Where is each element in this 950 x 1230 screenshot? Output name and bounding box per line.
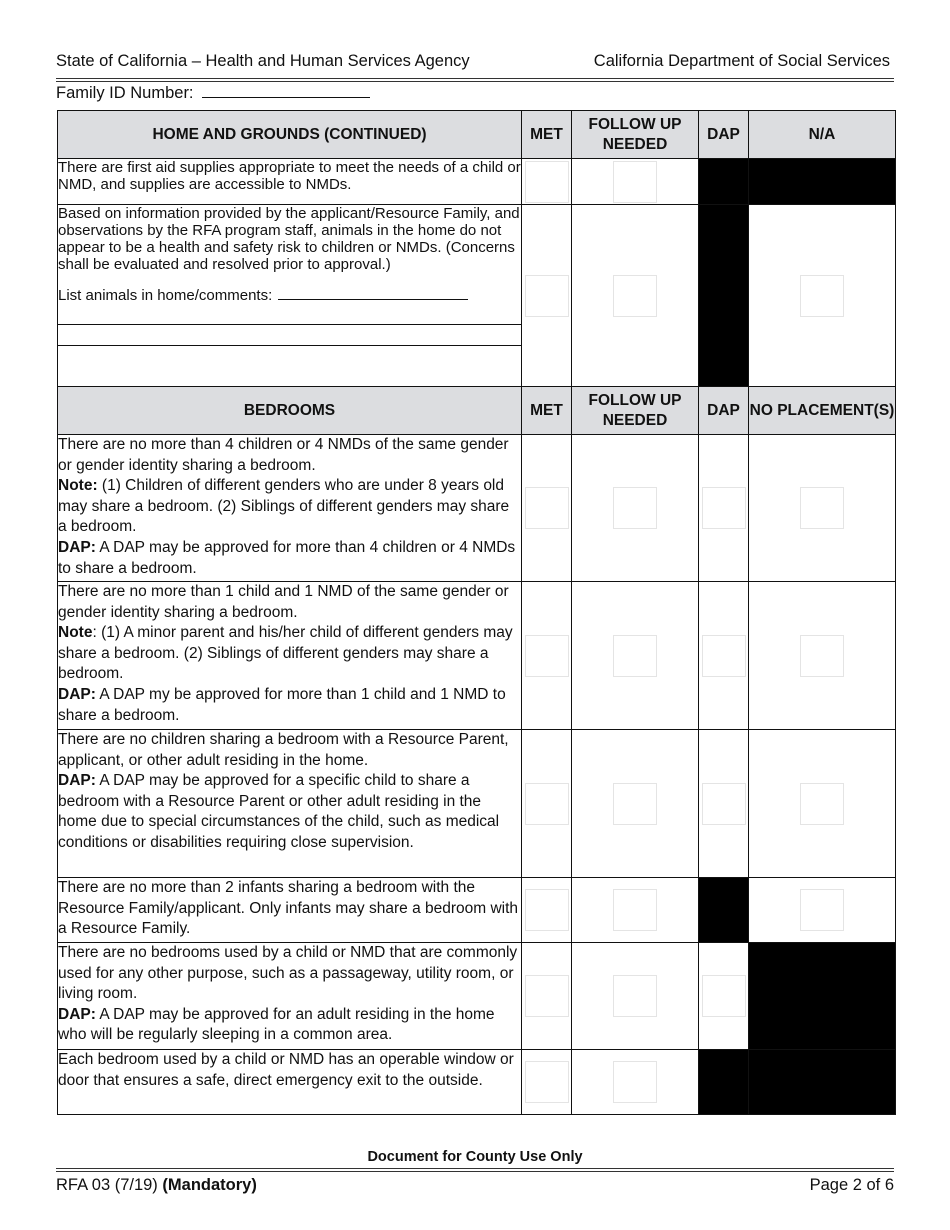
checklist-table	[57, 110, 896, 1115]
met-checkbox[interactable]	[522, 1050, 572, 1115]
header-rule-bottom	[56, 81, 894, 82]
follow-up-checkbox[interactable]	[572, 435, 699, 582]
follow-up-checkbox[interactable]	[572, 943, 699, 1050]
department-name: California Department of Social Services	[593, 52, 890, 70]
table-row	[58, 205, 896, 387]
note-label: Note	[58, 624, 93, 642]
met-checkbox[interactable]	[522, 435, 572, 582]
header-rule-top	[56, 78, 894, 79]
table-row	[58, 159, 896, 205]
requirement-body: There are no children sharing a bedroom with a Resource Parent, applicant, or other adult residing in the home.	[58, 731, 509, 769]
dap-checkbox[interactable]	[699, 943, 749, 1050]
section2-title: BEDROOMS	[58, 387, 522, 435]
requirement-body: There are no bedrooms used by a child or NMD that are commonly used for any other purpose, such as a passageway, utility room, or living room.	[58, 944, 518, 1003]
mandatory-label: (Mandatory)	[162, 1176, 257, 1194]
section1-header-row	[58, 111, 896, 159]
dap-label: DAP:	[58, 538, 96, 556]
page-number: Page 2 of 6	[809, 1176, 894, 1194]
requirement-body: There are no more than 4 children or 4 NMDs of the same gender or gender identity sharing a bedroom.	[58, 436, 509, 474]
follow-up-checkbox[interactable]	[572, 878, 699, 943]
table-row	[58, 878, 896, 943]
table-row	[58, 582, 896, 730]
note-text: : (1) A minor parent and his/her child of different genders may share a bedroom. (2) Siblings of different genders may share a bedroom.	[58, 624, 513, 683]
requirement-text	[58, 205, 522, 387]
col-met: MET	[522, 111, 572, 159]
footer-rule-top	[56, 1168, 894, 1169]
follow-up-checkbox[interactable]	[572, 205, 699, 387]
col-follow-up: FOLLOW UP NEEDED	[572, 111, 699, 159]
form-id	[56, 1176, 257, 1195]
follow-up-checkbox[interactable]	[572, 730, 699, 878]
blocked-cell	[699, 878, 749, 943]
animals-comment-field[interactable]	[278, 287, 468, 300]
comment-line[interactable]	[58, 333, 521, 346]
requirement-text	[58, 943, 522, 1050]
note-label: Note:	[58, 477, 98, 495]
form-number: RFA 03 (7/19)	[56, 1176, 158, 1194]
requirement-text	[58, 582, 522, 730]
requirement-text: There are no more than 2 infants sharing a bedroom with the Resource Family/applicant. Only infants may share a bedroom with a Resource Family.	[58, 878, 522, 943]
dap-checkbox[interactable]	[699, 435, 749, 582]
dap-checkbox[interactable]	[699, 730, 749, 878]
met-checkbox[interactable]	[522, 730, 572, 878]
no-placement-checkbox[interactable]	[749, 582, 896, 730]
col-met: MET	[522, 387, 572, 435]
family-id-label: Family ID Number:	[56, 84, 194, 102]
dap-text: A DAP may be approved for an adult residing in the home who will be regularly sleeping in a common area.	[58, 1005, 495, 1044]
na-checkbox[interactable]	[749, 205, 896, 387]
col-dap: DAP	[699, 387, 749, 435]
met-checkbox[interactable]	[522, 582, 572, 730]
table-row	[58, 1050, 896, 1115]
requirement-text	[58, 730, 522, 878]
follow-up-checkbox[interactable]	[572, 1050, 699, 1115]
no-placement-checkbox[interactable]	[749, 435, 896, 582]
footer-rule-bottom	[56, 1171, 894, 1172]
dap-checkbox[interactable]	[699, 582, 749, 730]
requirement-text	[58, 435, 522, 582]
animals-list-label: List animals in home/comments:	[58, 287, 273, 304]
no-placement-checkbox[interactable]	[749, 878, 896, 943]
requirement-body: Based on information provided by the applicant/Resource Family, and observations by the RFA program staff, animals in the home do not appear to be a health and safety risk to children or NMDs. (Concerns shall be evaluated and resolved prior to approval.)	[58, 205, 520, 273]
follow-up-checkbox[interactable]	[572, 582, 699, 730]
page-header	[56, 52, 890, 74]
met-checkbox[interactable]	[522, 159, 572, 205]
col-follow-up: FOLLOW UP NEEDED	[572, 387, 699, 435]
follow-up-checkbox[interactable]	[572, 159, 699, 205]
requirement-text: There are first aid supplies appropriate to meet the needs of a child or NMD, and supplies are accessible to NMDs.	[58, 159, 522, 205]
comment-line[interactable]	[58, 312, 521, 325]
requirement-text: Each bedroom used by a child or NMD has an operable window or door that ensures a safe, direct emergency exit to the outside.	[58, 1050, 522, 1115]
dap-label: DAP:	[58, 685, 96, 703]
blocked-cell	[749, 1050, 896, 1115]
dap-label: DAP:	[58, 772, 96, 790]
met-checkbox[interactable]	[522, 205, 572, 387]
requirement-body: There are no more than 1 child and 1 NMD of the same gender or gender identity sharing a bedroom.	[58, 583, 509, 621]
dap-text: A DAP may be approved for more than 4 children or 4 NMDs to share a bedroom.	[58, 538, 516, 577]
dap-text: A DAP may be approved for a specific child to share a bedroom with a Resource Parent or other adult residing in the home due to special circumstances of the child, such as medical conditions or disabilities requiring close supervision.	[58, 772, 500, 851]
met-checkbox[interactable]	[522, 878, 572, 943]
col-no-placement: NO PLACEMENT(S)	[749, 387, 896, 435]
blocked-cell	[749, 159, 896, 205]
blocked-cell	[699, 1050, 749, 1115]
table-row	[58, 435, 896, 582]
section1-title: HOME AND GROUNDS (CONTINUED)	[58, 111, 522, 159]
no-placement-checkbox[interactable]	[749, 730, 896, 878]
dap-label: DAP:	[58, 1005, 96, 1023]
section2-header-row	[58, 387, 896, 435]
blocked-cell	[749, 943, 896, 1050]
col-na: N/A	[749, 111, 896, 159]
dap-text: A DAP my be approved for more than 1 child and 1 NMD to share a bedroom.	[58, 685, 506, 724]
table-row	[58, 730, 896, 878]
blocked-cell	[699, 205, 749, 387]
table-row	[58, 943, 896, 1050]
note-text: (1) Children of different genders who are under 8 years old may share a bedroom. (2) Siblings of different genders may share a bedroom.	[58, 477, 510, 536]
family-id-row	[56, 83, 370, 103]
blocked-cell	[699, 159, 749, 205]
col-dap: DAP	[699, 111, 749, 159]
met-checkbox[interactable]	[522, 943, 572, 1050]
agency-name: State of California – Health and Human Services Agency	[56, 52, 470, 70]
animals-list-row	[58, 287, 521, 304]
family-id-field[interactable]	[202, 83, 370, 98]
county-use-notice: Document for County Use Only	[367, 1149, 583, 1165]
